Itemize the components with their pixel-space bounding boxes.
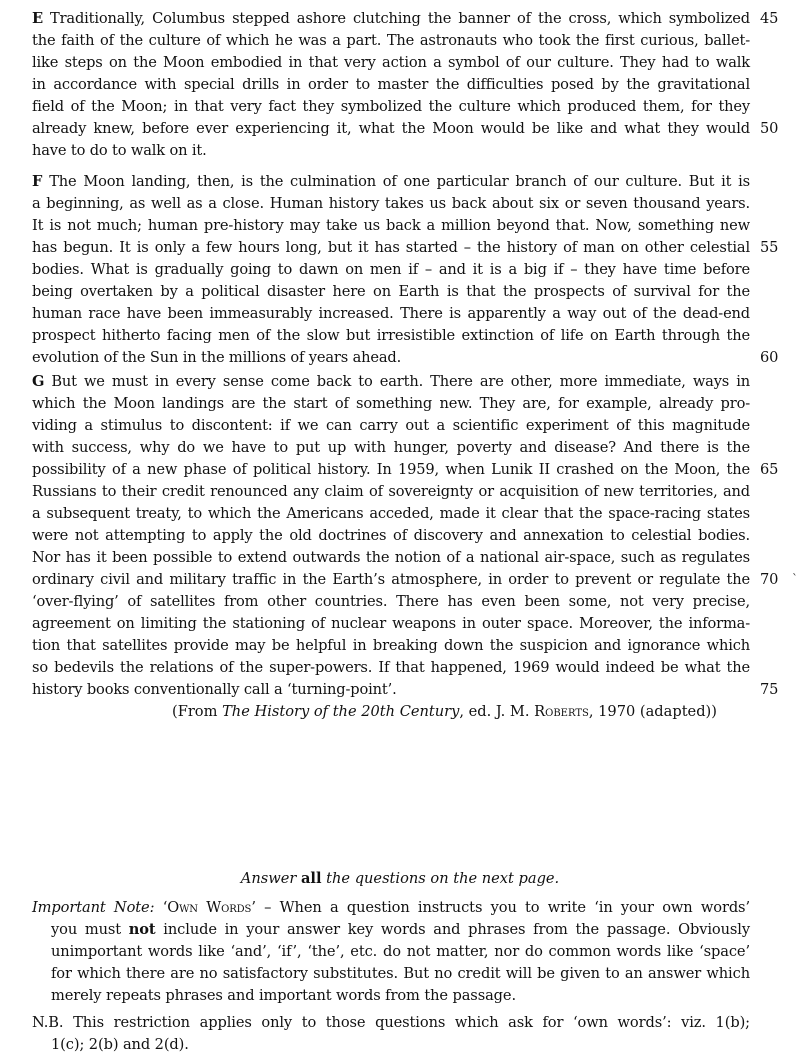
source-suffix: , 1970 (adapted)): [588, 703, 717, 720]
line-text: Nor has it been possible to extend outwards the notion of a national air-space, such as regulates: [32, 549, 750, 566]
line-number: 75: [760, 681, 779, 698]
line-number: 65: [760, 461, 779, 478]
note-text: include in your answer key words and phrases from the passage. Obviously: [155, 921, 750, 938]
line-text: so bedevils the relations of the super-powers. If that happened, 1969 would indeed be what the: [32, 659, 750, 676]
passage-line: [32, 118, 779, 140]
source-middle: , ed. J. M.: [459, 703, 535, 720]
line-text: ordinary civil and military traffic in the Earth’s atmosphere, in order to prevent or regulate the: [32, 571, 750, 588]
instructions-post: the questions on the next page.: [321, 870, 560, 887]
note-text: ‘: [154, 899, 168, 916]
instructions: [0, 868, 800, 890]
passage-line: [32, 679, 779, 701]
line-text: field of the Moon; in that very fact they symbolized the culture which produced them, for they: [32, 98, 750, 115]
important-note: [32, 897, 750, 1007]
passage-line: [32, 193, 750, 215]
line-text: were not attempting to apply the old doctrines of discovery and annexation to celestial bodies.: [32, 527, 750, 544]
line-text: The Moon landing, then, is the culmination of one particular branch of our culture. But it is: [49, 173, 750, 190]
line-text: have to do to walk on it.: [32, 142, 207, 159]
line-number: 45: [760, 10, 779, 27]
line-text: a beginning, as well as a close. Human history takes us back about six or seven thousand years.: [32, 195, 750, 212]
line-text: already knew, before ever experiencing it, what the Moon would be like and what they would: [32, 120, 750, 137]
paragraph-e: [32, 8, 779, 162]
passage-line: [32, 459, 779, 481]
instructions-pre: Answer: [240, 870, 301, 887]
line-text: which the Moon landings are the start of something new. They are, for example, already pro-: [32, 395, 750, 412]
passage-line: [32, 613, 750, 635]
line-text: But we must in every sense come back to earth. There are other, more immediate, ways in: [51, 373, 750, 390]
passage-line: [32, 591, 750, 613]
passage-line: [32, 547, 750, 569]
passage-line: [32, 215, 750, 237]
line-number: 70: [760, 571, 779, 588]
line-text: history books conventionally call a ‘turning-point’.: [32, 681, 397, 698]
line-text: in accordance with special drills in order to master the difficulties posed by the gravitational: [32, 76, 750, 93]
passage-line: [32, 325, 750, 347]
nb-line: N.B. This restriction applies only to those questions which ask for ‘own words’: viz. 1(b);: [32, 1014, 750, 1031]
passage-line: [32, 415, 750, 437]
line-text: tion that satellites provide may be helpful in breaking down the suspicion and ignorance which: [32, 637, 750, 654]
own-words-term: Own Words: [167, 899, 252, 916]
paragraph-f: [32, 171, 779, 369]
paragraph-letter: F: [32, 173, 43, 190]
line-text: Traditionally, Columbus stepped ashore clutching the banner of the cross, which symbolized: [49, 10, 750, 27]
source-prefix: (From: [172, 703, 223, 720]
line-text: Russians to their credit renounced any claim of sovereignty or acquisition of new territories, and: [32, 483, 750, 500]
source-title: The History of the 20th Century: [222, 703, 460, 720]
line-text: like steps on the Moon embodied in that very action a symbol of our culture. They had to walk: [32, 54, 750, 71]
passage-line: [32, 569, 779, 591]
passage-line: [32, 140, 750, 162]
passage-line: [32, 96, 750, 118]
passage-line: [32, 281, 750, 303]
note-line: [32, 919, 750, 941]
passage-line: [32, 8, 779, 30]
line-text: It is not much; human pre-history may take us back a million beyond that. Now, something new: [32, 217, 750, 234]
paragraph-g: [32, 371, 779, 701]
margin-mark: `: [792, 572, 798, 586]
line-text: ‘over-flying’ of satellites from other countries. There has even been some, not very precise,: [32, 593, 750, 610]
paragraph-letter: G: [32, 373, 45, 390]
line-text: human race have been immeasurably increased. There is apparently a way out of the dead-end: [32, 305, 750, 322]
note-line: unimportant words like ‘and’, ‘if’, ‘the’, etc. do not matter, nor do common words like ‘space’: [51, 943, 750, 960]
passage-line: [32, 525, 750, 547]
passage-line: [32, 30, 750, 52]
line-number: 55: [760, 239, 779, 256]
note-emphasis: not: [128, 921, 156, 938]
passage-line: [32, 74, 750, 96]
passage-line: [32, 237, 779, 259]
line-text: a subsequent treaty, to which the Americans acceded, made it clear that the space-racing states: [32, 505, 750, 522]
line-text: evolution of the Sun in the millions of years ahead.: [32, 349, 402, 366]
note-text: you must: [51, 921, 129, 938]
instructions-bold: all: [300, 870, 322, 887]
passage-line: [32, 503, 750, 525]
line-text: being overtaken by a political disaster here on Earth is that the prospects of survival for the: [32, 283, 750, 300]
passage-line: [32, 259, 750, 281]
passage-line: [32, 437, 750, 459]
note-line: merely repeats phrases and important words from the passage.: [51, 987, 516, 1004]
line-text: has begun. It is only a few hours long, but it has started – the history of man on other celestial: [32, 239, 750, 256]
note-label: Important Note:: [32, 899, 155, 916]
source-author: Roberts: [534, 703, 589, 720]
passage-line: [32, 171, 750, 193]
line-text: viding a stimulus to discontent: if we can carry out a scientific experiment of this magnitude: [32, 417, 750, 434]
nb-line: 1(c); 2(b) and 2(d).: [51, 1036, 189, 1053]
line-text: prospect hitherto facing men of the slow but irresistible extinction of life on Earth through the: [32, 327, 750, 344]
note-line: for which there are no satisfactory substitutes. But no credit will be given to an answer which: [51, 965, 750, 982]
line-text: with success, why do we have to put up with hunger, poverty and disease? And there is the: [32, 439, 750, 456]
line-number: 50: [760, 120, 779, 137]
line-text: possibility of a new phase of political history. In 1959, when Lunik II crashed on the Moon, the: [32, 461, 750, 478]
line-text: the faith of the culture of which he was a part. The astronauts who took the first curious, ballet-: [32, 32, 750, 49]
passage-line: [32, 303, 750, 325]
line-number: 60: [760, 349, 779, 366]
passage-line: [32, 52, 750, 74]
note-text: ’ – When a question instructs you to write ‘in your own words’: [251, 899, 750, 916]
passage-line: [32, 481, 750, 503]
paragraph-letter: E: [32, 10, 43, 27]
note-line: [32, 897, 750, 919]
passage-line: [32, 371, 750, 393]
passage-line: [32, 657, 750, 679]
nb-note: [32, 1012, 750, 1056]
passage-line: [32, 393, 750, 415]
passage-line: [32, 347, 779, 369]
line-text: agreement on limiting the stationing of nuclear weapons in outer space. Moreover, the informa-: [32, 615, 750, 632]
passage-line: [32, 635, 750, 657]
line-text: bodies. What is gradually going to dawn on men if – and it is a big if – they have time before: [32, 261, 750, 278]
source-citation: [172, 701, 717, 723]
